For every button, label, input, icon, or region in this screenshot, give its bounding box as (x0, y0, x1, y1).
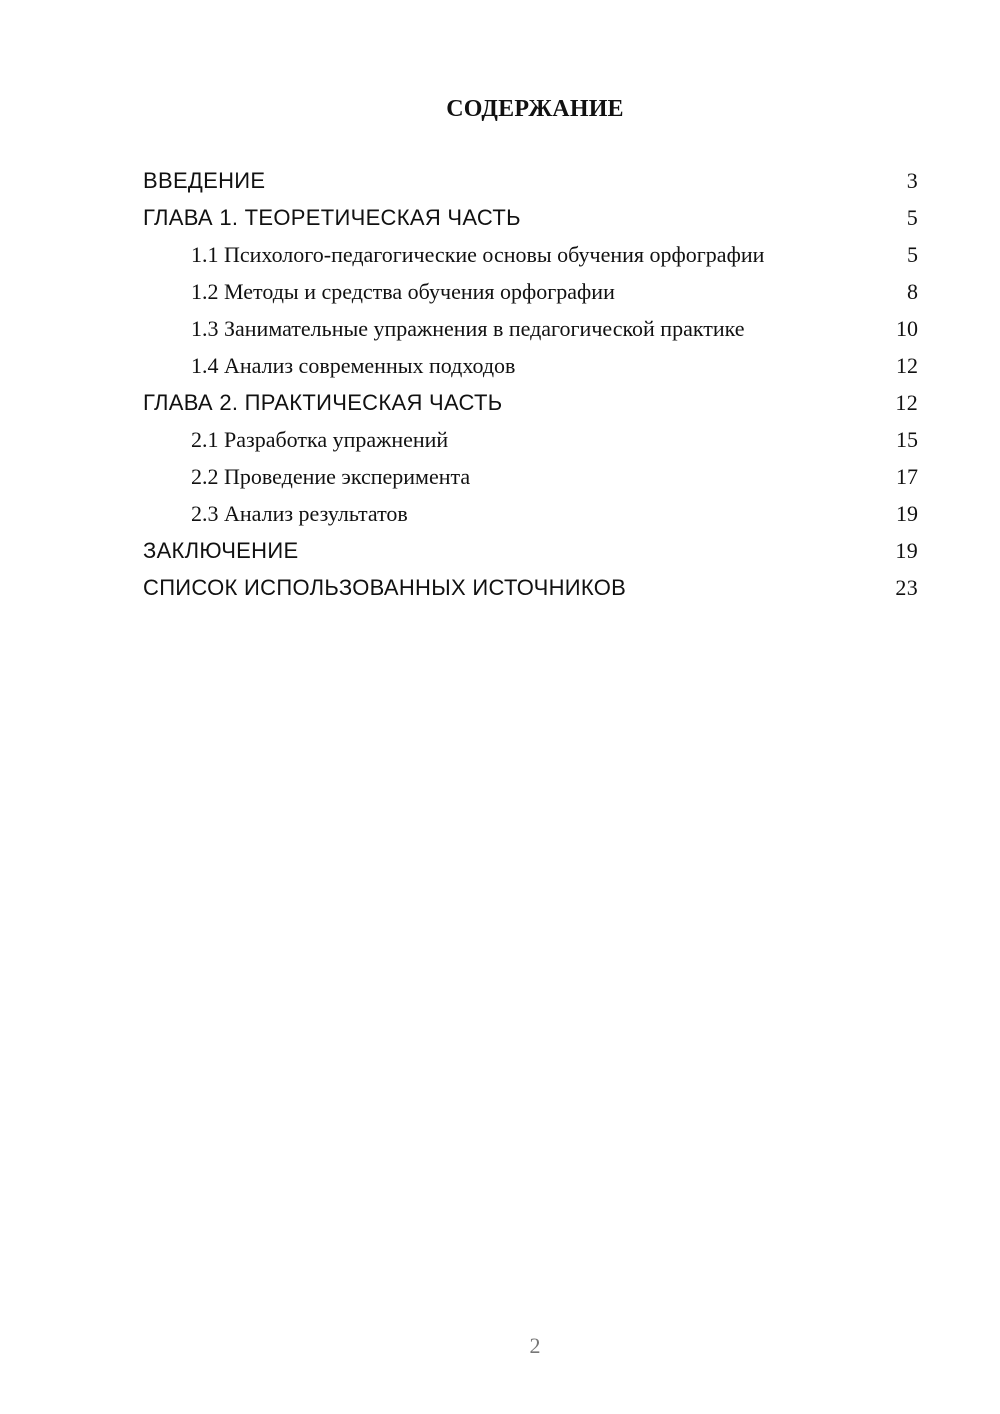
toc-entry-page: 10 (896, 316, 918, 341)
toc-entry-section-1-3[interactable] (143, 316, 918, 342)
toc-entry-label: 1.2 Методы и средства обучения орфографии (191, 279, 615, 304)
toc-entry-label: 2.2 Проведение эксперимента (191, 464, 471, 489)
toc-entry-label: 1.4 Анализ современных подходов (191, 353, 516, 378)
toc-entry-page: 5 (907, 242, 918, 267)
toc-entry-section-1-4[interactable] (143, 353, 918, 379)
table-of-contents (143, 168, 918, 612)
toc-entry-conclusion[interactable] (143, 538, 918, 564)
toc-entry-page: 17 (896, 464, 918, 489)
toc-entry-page: 12 (895, 390, 918, 415)
page-number: 2 (529, 1333, 541, 1358)
toc-entry-page: 19 (896, 501, 918, 526)
toc-entry-label: 1.1 Психолого-педагогические основы обучения орфографии (191, 242, 765, 267)
toc-entry-page: 5 (906, 205, 918, 230)
toc-entry-section-1-1[interactable] (143, 242, 918, 268)
toc-entry-label: 2.1 Разработка упражнений (191, 427, 449, 452)
toc-entry-page: 19 (895, 538, 918, 563)
toc-entry-chapter-2[interactable] (143, 390, 918, 416)
toc-entry-page: 15 (896, 427, 918, 452)
toc-entry-introduction[interactable] (143, 168, 918, 194)
toc-entry-references[interactable] (143, 575, 918, 601)
toc-entry-label: СПИСОК ИСПОЛЬЗОВАННЫХ ИСТОЧНИКОВ (143, 575, 627, 600)
toc-entry-page: 3 (906, 168, 918, 193)
toc-entry-label: 2.3 Анализ результатов (191, 501, 408, 526)
toc-entry-page: 23 (895, 575, 918, 600)
toc-entry-label: ГЛАВА 1. ТЕОРЕТИЧЕСКАЯ ЧАСТЬ (143, 205, 521, 230)
toc-entry-section-2-3[interactable] (143, 501, 918, 527)
toc-entry-page: 12 (896, 353, 918, 378)
toc-entry-chapter-1[interactable] (143, 205, 918, 231)
page-title: СОДЕРЖАНИЕ (446, 96, 624, 122)
toc-entry-label: ГЛАВА 2. ПРАКТИЧЕСКАЯ ЧАСТЬ (143, 390, 503, 415)
toc-entry-label: 1.3 Занимательные упражнения в педагогической практике (191, 316, 745, 341)
toc-entry-section-2-2[interactable] (143, 464, 918, 490)
toc-entry-label: ВВЕДЕНИЕ (143, 168, 266, 193)
toc-entry-section-1-2[interactable] (143, 279, 918, 305)
toc-entry-section-2-1[interactable] (143, 427, 918, 453)
toc-entry-label: ЗАКЛЮЧЕНИЕ (143, 538, 299, 563)
toc-entry-page: 8 (907, 279, 918, 304)
